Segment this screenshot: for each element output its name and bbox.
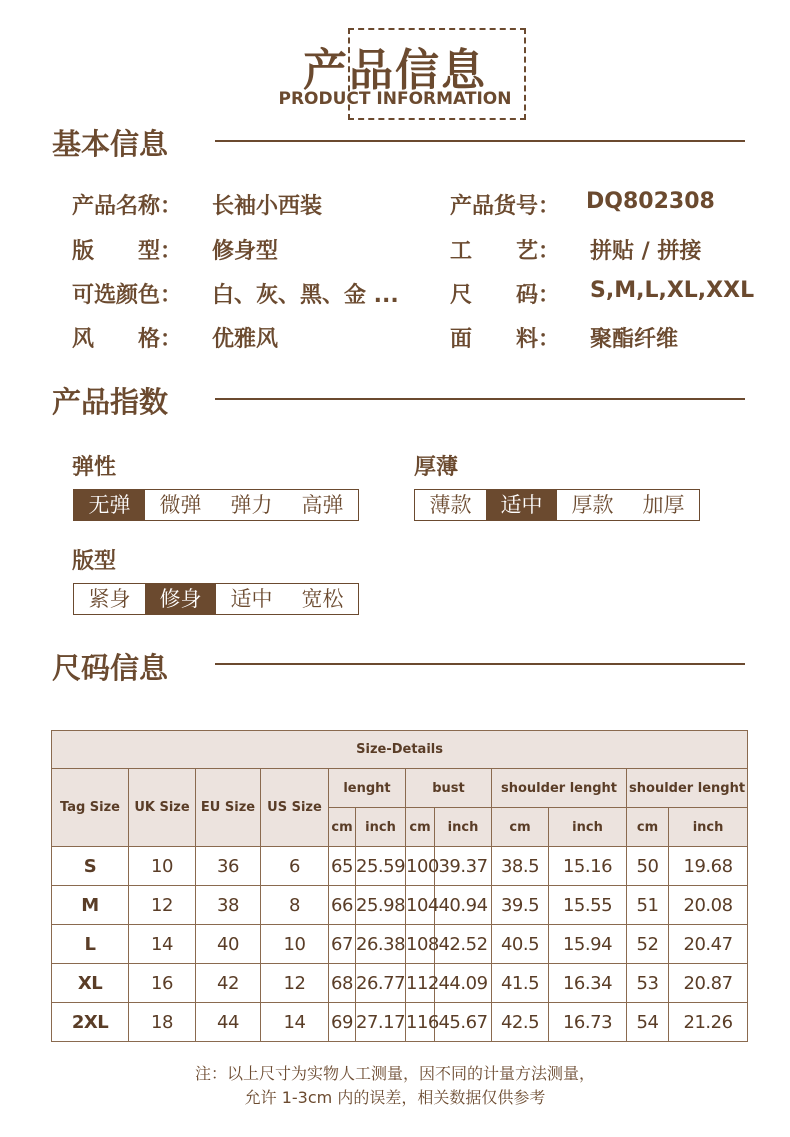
- label-style: 风 格：: [72, 327, 183, 352]
- table-cell: 45.67: [435, 1003, 492, 1042]
- value-fit: 修身型: [212, 239, 279, 264]
- table-cell: 68: [329, 964, 356, 1003]
- header-unit: inch: [356, 808, 406, 847]
- header-group-bust: bust: [406, 769, 492, 808]
- table-cell: 16.73: [549, 1003, 627, 1042]
- table-cell-size: 2XL: [52, 1003, 129, 1042]
- table-cell: 53: [627, 964, 669, 1003]
- table-cell: 52: [627, 925, 669, 964]
- table-row: [52, 1003, 748, 1042]
- table-cell: 40.5: [492, 925, 549, 964]
- scale-option: 微弹: [159, 493, 202, 517]
- table-cell-size: XL: [52, 964, 129, 1003]
- scale-option-selected: 无弹: [74, 490, 145, 520]
- table-row: [52, 847, 748, 886]
- table-cell-size: S: [52, 847, 129, 886]
- table-cell: 54: [627, 1003, 669, 1042]
- header-unit: inch: [669, 808, 748, 847]
- value-item-number: DQ802308: [586, 189, 715, 214]
- table-cell: 42: [196, 964, 261, 1003]
- table-cell: 14: [129, 925, 196, 964]
- table-cell: 40: [196, 925, 261, 964]
- index-title-fit: 版型: [72, 549, 117, 574]
- table-cell: 42.5: [492, 1003, 549, 1042]
- table-row: [52, 925, 748, 964]
- label-fit: 版 型：: [72, 239, 183, 264]
- table-cell: 39.5: [492, 886, 549, 925]
- table-cell: 15.55: [549, 886, 627, 925]
- scale-option: 紧身: [88, 587, 131, 611]
- table-cell: 66: [329, 886, 356, 925]
- table-cell: 44: [196, 1003, 261, 1042]
- index-title-thickness: 厚薄: [414, 455, 459, 480]
- header-unit: cm: [329, 808, 356, 847]
- value-size: S,M,L,XL,XXL: [590, 278, 755, 303]
- table-cell: 15.16: [549, 847, 627, 886]
- table-cell: 10: [261, 925, 329, 964]
- table-cell: 65: [329, 847, 356, 886]
- table-cell: 20.47: [669, 925, 748, 964]
- table-cell: 69: [329, 1003, 356, 1042]
- header-unit: inch: [435, 808, 492, 847]
- section-title-index: 产品指数: [52, 385, 169, 419]
- table-cell: 112: [406, 964, 435, 1003]
- scale-option: 高弹: [301, 493, 344, 517]
- scale-option: 加厚: [642, 493, 685, 517]
- table-cell: 19.68: [669, 847, 748, 886]
- note-line-2: 允许 1-3cm 内的误差，相关数据仅供参考: [244, 1088, 546, 1107]
- section-divider: [215, 663, 745, 665]
- header-group-shoulder-2: shoulder lenght: [627, 769, 748, 808]
- header-unit: cm: [492, 808, 549, 847]
- table-cell: 116: [406, 1003, 435, 1042]
- scale-fit: [73, 583, 359, 615]
- header-eu-size: EU Size: [196, 769, 261, 847]
- index-title-elasticity: 弹性: [72, 455, 117, 480]
- scale-option-selected: 修身: [145, 584, 216, 614]
- table-row: [52, 964, 748, 1003]
- table-cell-size: L: [52, 925, 129, 964]
- page-subtitle: PRODUCT INFORMATION: [278, 89, 512, 109]
- table-cell: 100: [406, 847, 435, 886]
- scale-option: 适中: [230, 587, 273, 611]
- table-cell: 26.77: [356, 964, 406, 1003]
- table-cell: 16: [129, 964, 196, 1003]
- table-cell: 42.52: [435, 925, 492, 964]
- value-style: 优雅风: [212, 327, 279, 352]
- table-row: [52, 886, 748, 925]
- table-cell: 36: [196, 847, 261, 886]
- scale-thickness: [414, 489, 700, 521]
- header-group-shoulder: shoulder lenght: [492, 769, 627, 808]
- value-product-name: 长袖小西装: [212, 194, 323, 219]
- scale-option: 厚款: [571, 493, 614, 517]
- table-cell: 18: [129, 1003, 196, 1042]
- table-cell: 15.94: [549, 925, 627, 964]
- section-divider: [215, 398, 745, 400]
- table-cell: 40.94: [435, 886, 492, 925]
- table-cell: 25.98: [356, 886, 406, 925]
- scale-option: 薄款: [429, 493, 472, 517]
- table-cell: 44.09: [435, 964, 492, 1003]
- scale-option: 弹力: [230, 493, 273, 517]
- scale-elasticity: [73, 489, 359, 521]
- table-cell: 20.08: [669, 886, 748, 925]
- section-title-basic: 基本信息: [52, 127, 169, 161]
- table-cell: 27.17: [356, 1003, 406, 1042]
- size-table: [51, 730, 748, 1042]
- section-title-size: 尺码信息: [52, 651, 169, 685]
- table-cell-size: M: [52, 886, 129, 925]
- table-title: Size-Details: [52, 731, 748, 769]
- table-cell: 12: [261, 964, 329, 1003]
- table-cell: 16.34: [549, 964, 627, 1003]
- page-title: 产品信息: [303, 45, 487, 96]
- table-cell: 39.37: [435, 847, 492, 886]
- header-tag-size: Tag Size: [52, 769, 129, 847]
- value-craft: 拼贴 / 拼接: [590, 239, 702, 264]
- label-product-name: 产品名称：: [72, 194, 183, 219]
- table-cell: 6: [261, 847, 329, 886]
- section-divider: [215, 140, 745, 142]
- table-cell: 108: [406, 925, 435, 964]
- value-colors: 白、灰、黑、金 ...: [212, 283, 399, 308]
- label-craft: 工 艺：: [450, 239, 561, 264]
- table-cell: 14: [261, 1003, 329, 1042]
- table-cell: 8: [261, 886, 329, 925]
- table-cell: 21.26: [669, 1003, 748, 1042]
- label-colors: 可选颜色：: [72, 283, 183, 308]
- scale-option: 宽松: [301, 587, 344, 611]
- header-unit: cm: [627, 808, 669, 847]
- value-fabric: 聚酯纤维: [590, 327, 679, 352]
- label-size: 尺 码：: [450, 283, 561, 308]
- scale-option-selected: 适中: [486, 490, 557, 520]
- header-unit: inch: [549, 808, 627, 847]
- header-group-length: lenght: [329, 769, 406, 808]
- table-cell: 38.5: [492, 847, 549, 886]
- table-cell: 10: [129, 847, 196, 886]
- table-cell: 51: [627, 886, 669, 925]
- header-us-size: US Size: [261, 769, 329, 847]
- table-cell: 38: [196, 886, 261, 925]
- table-cell: 104: [406, 886, 435, 925]
- table-cell: 12: [129, 886, 196, 925]
- label-fabric: 面 料：: [450, 327, 561, 352]
- header-unit: cm: [406, 808, 435, 847]
- table-cell: 25.59: [356, 847, 406, 886]
- table-cell: 26.38: [356, 925, 406, 964]
- table-cell: 50: [627, 847, 669, 886]
- header-uk-size: UK Size: [129, 769, 196, 847]
- table-cell: 20.87: [669, 964, 748, 1003]
- label-item-number: 产品货号：: [450, 194, 561, 219]
- table-cell: 67: [329, 925, 356, 964]
- table-cell: 41.5: [492, 964, 549, 1003]
- note-line-1: 注：以上尺寸为实物人工测量，因不同的计量方法测量，: [194, 1064, 595, 1083]
